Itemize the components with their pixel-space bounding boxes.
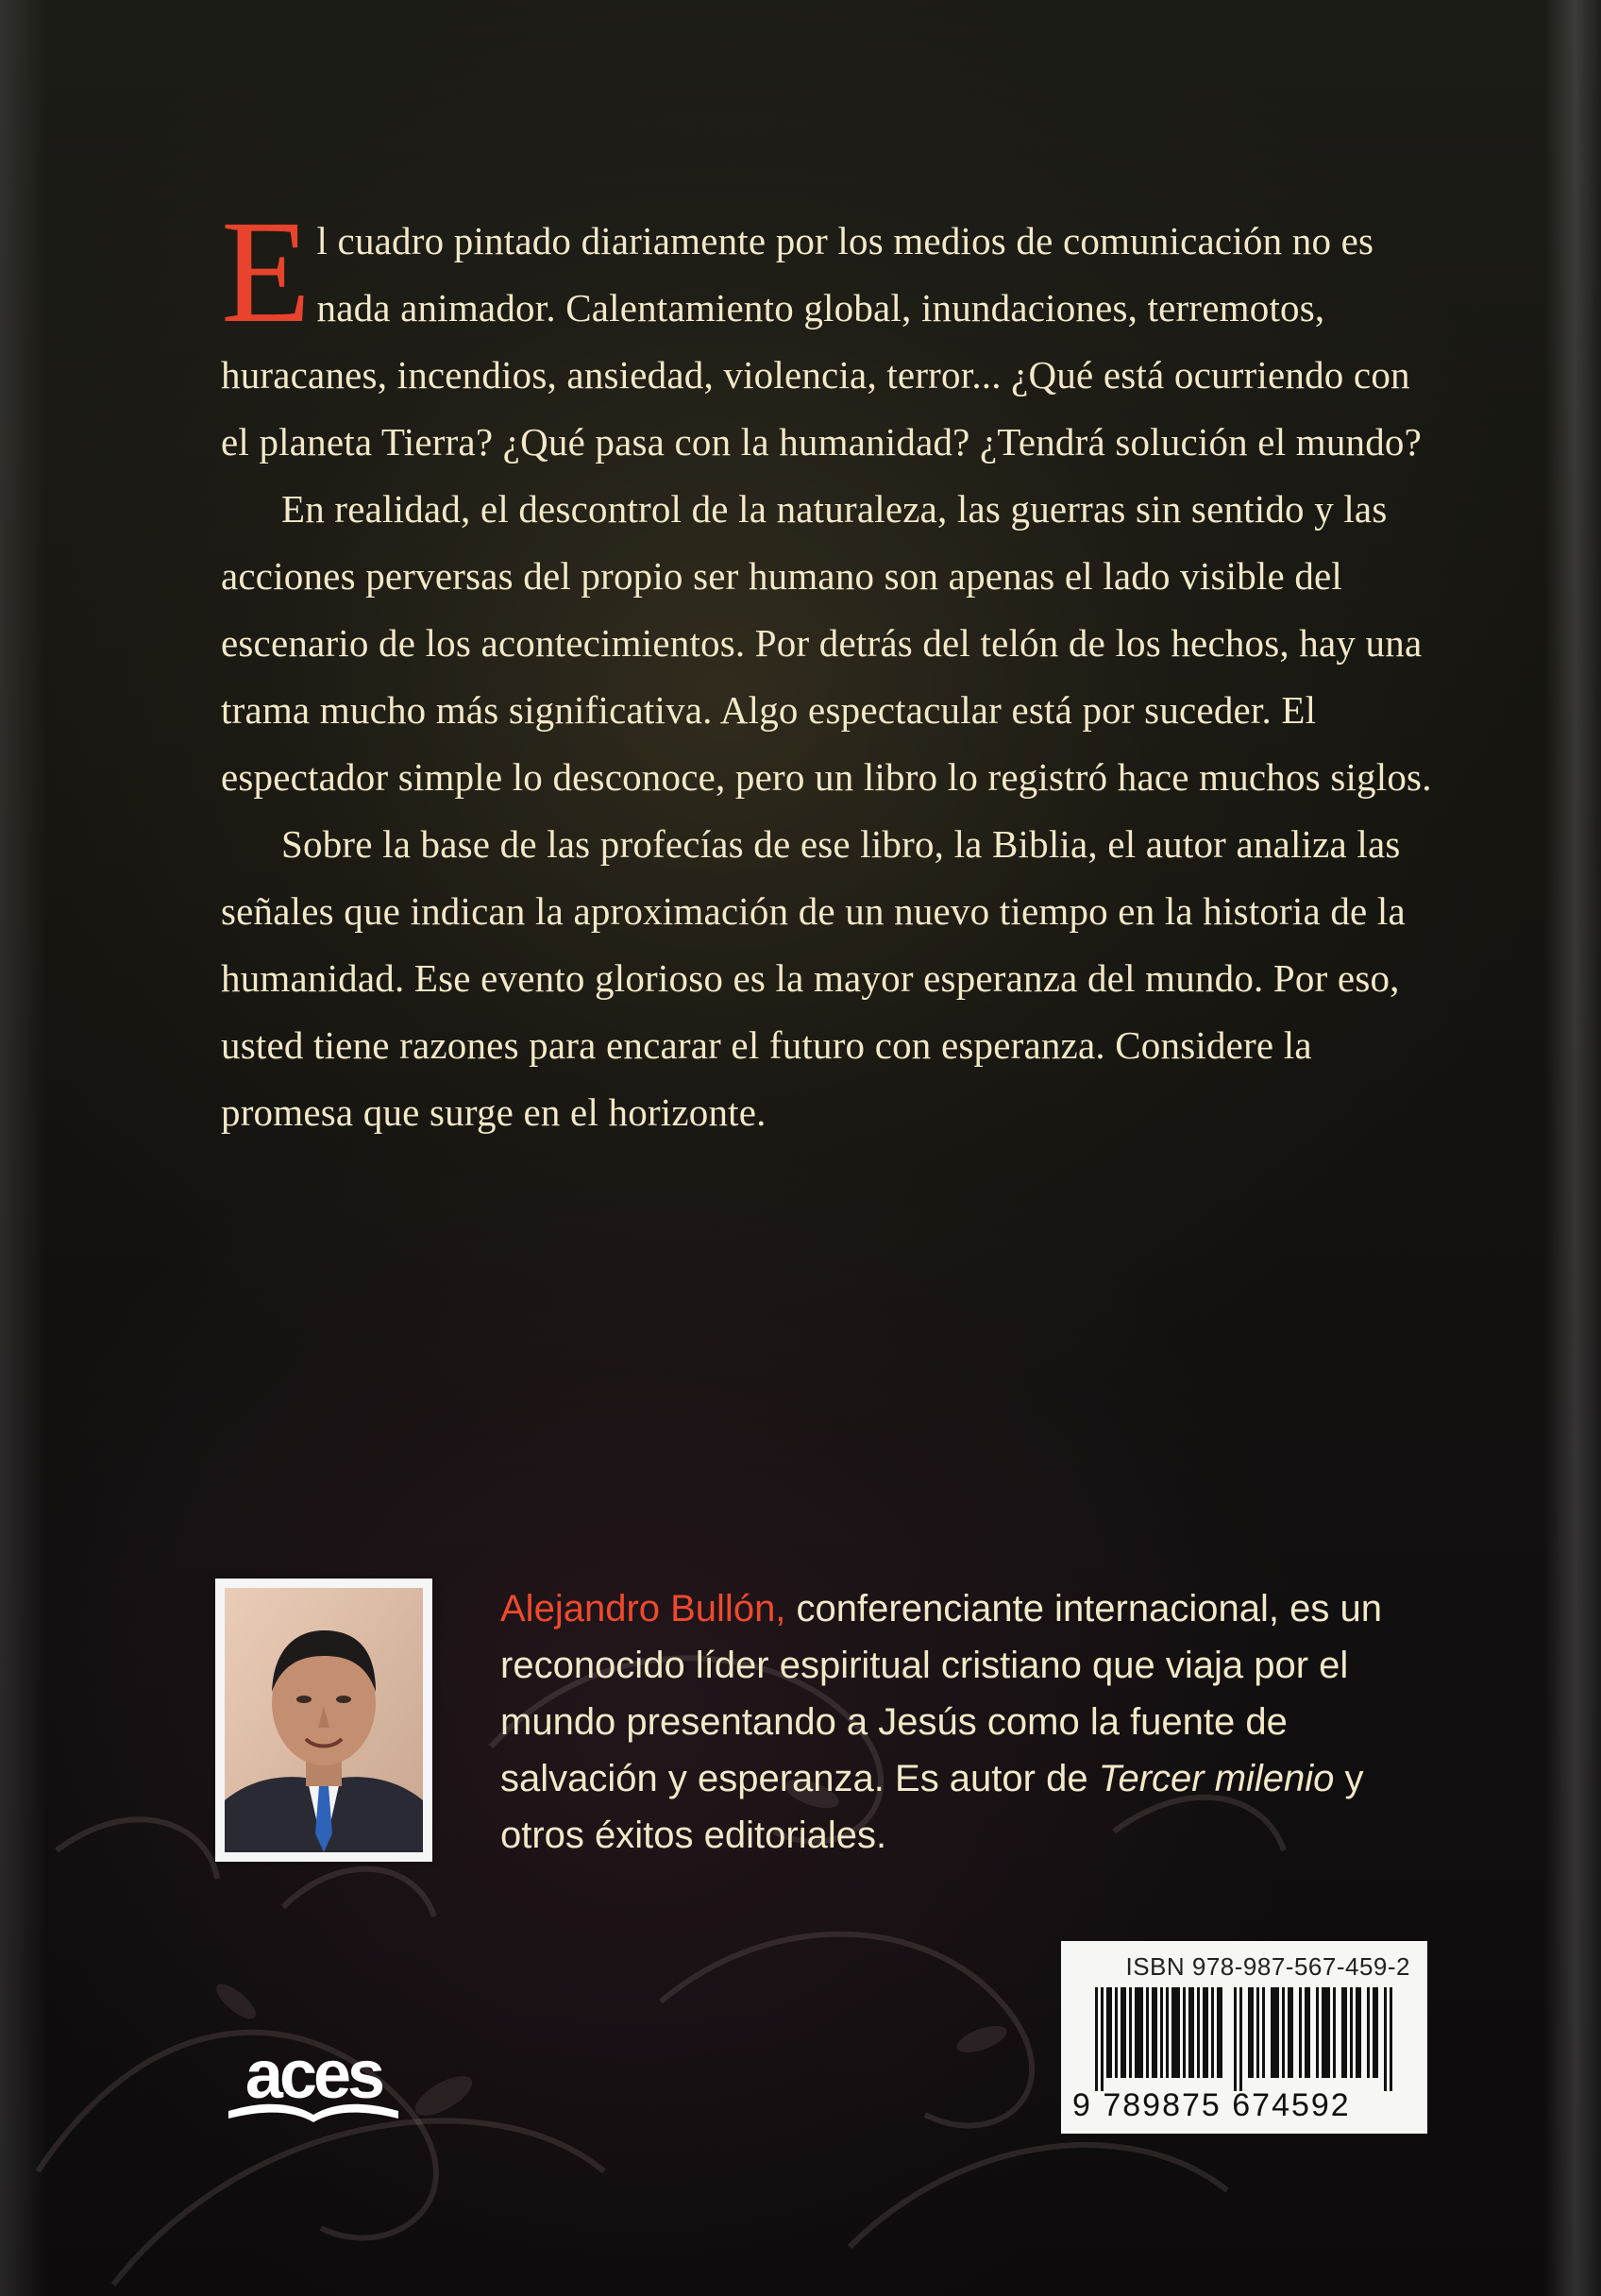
- author-bio: [500, 1580, 1425, 1864]
- author-name: Alejandro Bullón,: [500, 1588, 786, 1629]
- author-bio-text-1: conferenciante internacional, es un reconocido líder espiritual cristiano que viaja por el mundo presentando a Jesús como la fuente de salvación y esperanza. Es autor de: [500, 1588, 1382, 1799]
- blurb-paragraph-1-text: l cuadro pintado diariamente por los medios de comunicación no es nada animador. Calentamiento global, inundaciones, terremotos, huracanes, incendios, ansiedad, violencia, terror... ¿Qué está ocurriendo con el planeta Tierra? ¿Qué pasa con la humanidad? ¿Tendrá solución el mundo?: [221, 219, 1423, 464]
- book-title-mention: Tercer milenio: [1098, 1758, 1335, 1799]
- blurb-paragraph-2: En realidad, el descontrol de la naturaleza, las guerras sin sentido y las acciones perversas del propio ser humano son apenas el lado visible del escenario de los acontecimientos. Por detrás del telón de los hechos, hay una trama mucho más significativa. Algo espectacular está por suceder. El espectador simple lo desconoce, pero un libro lo registró hace muchos siglos.: [221, 487, 1432, 799]
- barcode-bars: [1072, 1987, 1416, 2091]
- author-portrait-image: [225, 1588, 423, 1852]
- blurb-paragraph-1: [221, 190, 1448, 476]
- drop-cap: E: [221, 190, 312, 353]
- blurb-text: [221, 190, 1448, 1146]
- author-bio-text-2: y otros éxitos editoriales.: [500, 1758, 1364, 1856]
- isbn-barcode: [1061, 1941, 1427, 2134]
- publisher-logo: [210, 2020, 417, 2134]
- isbn-label: ISBN 978-987-567-459-2: [1125, 1952, 1410, 1981]
- ean-digits: 9 789875 674592: [1072, 2087, 1351, 2123]
- author-photo: [215, 1578, 432, 1862]
- blurb-paragraph-3: Sobre la base de las profecías de ese libro, la Biblia, el autor analiza las señales que indican la aproximación de un nuevo tiempo en la historia de la humanidad. Ese evento glorioso es la mayor esperanza del mundo. Por eso, usted tiene razones para encarar el futuro con esperanza. Considere la promesa que surge en el horizonte.: [221, 822, 1406, 1134]
- publisher-logo-text: aces: [244, 2037, 382, 2113]
